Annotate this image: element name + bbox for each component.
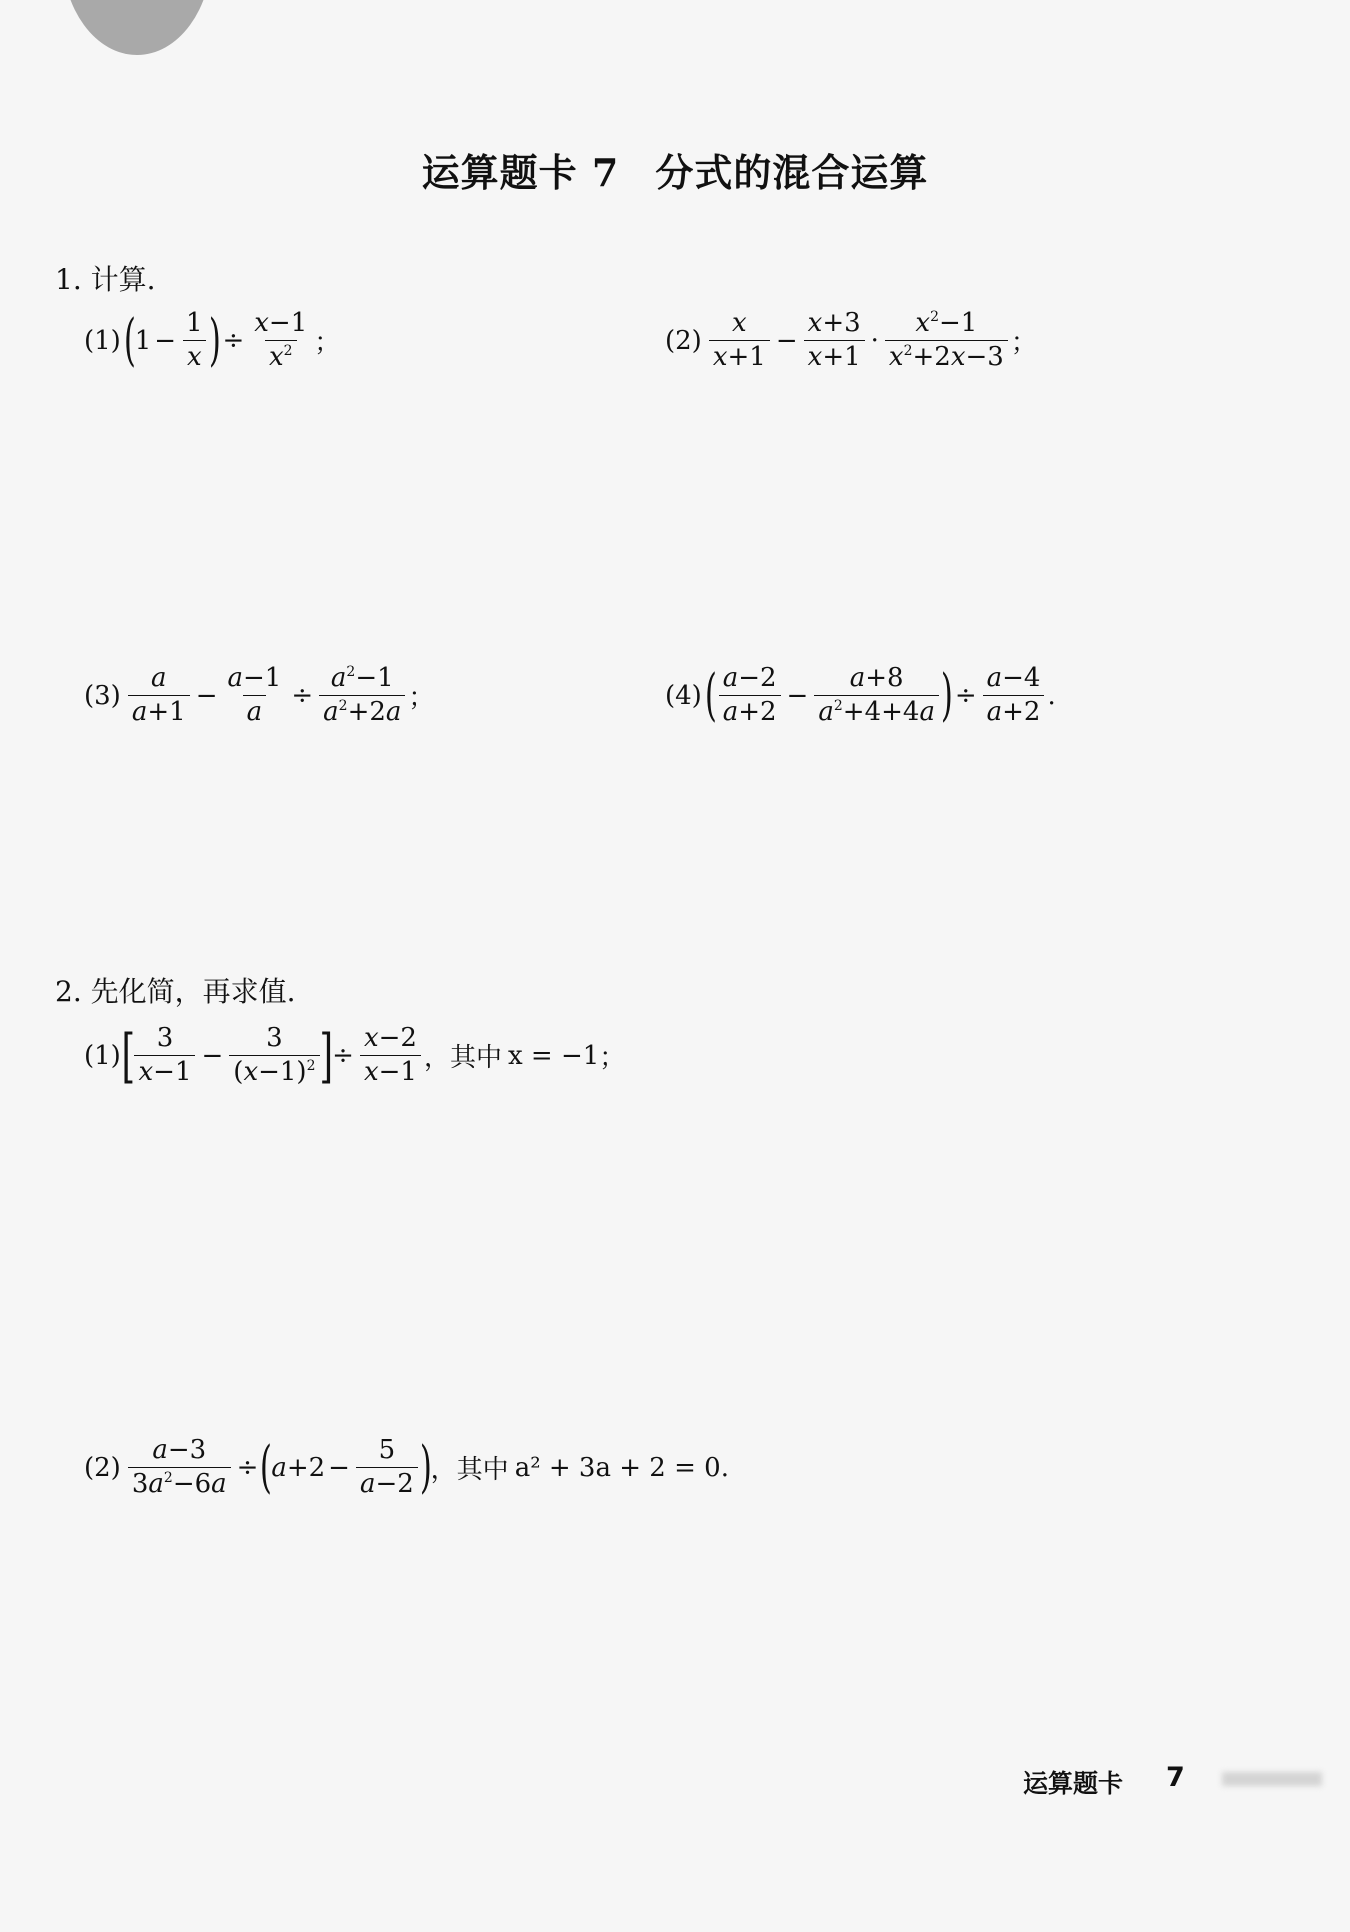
problem-2-2: (2) $\frac{a-3}{3a^2-6a}$ ÷ ( a +2 − $\frac{5}{a-2}$ ) ，其中 a² + 3a + 2 = 0 . — [84, 1434, 729, 1500]
fraction: $\frac{a-3}{3a^2-6a}$ — [128, 1437, 231, 1499]
problem-end: ； — [599, 1043, 626, 1074]
problem-end: ； — [314, 328, 341, 359]
problem-1-2: (2) $\frac{x}{x+1}$ − $\frac{x+3}{x+1}$ · $\frac{x^2-1}{x^2+2x-3}$ ； — [665, 308, 1037, 373]
fraction: $\frac{a}{a+1}$ — [128, 665, 190, 727]
problem-end: ； — [408, 683, 435, 714]
problem-end: ； — [1010, 328, 1037, 359]
fraction: $\frac{5}{a-2}$ — [356, 1437, 418, 1499]
question-2-heading: 2. 先化简，再求值. — [55, 975, 296, 1008]
fraction: $\frac{x}{x+1}$ — [709, 310, 770, 372]
fraction: $\frac{x^2-1}{x^2+2x-3}$ — [885, 310, 1008, 372]
fraction: $\frac{3}{(x-1)^2}$ — [229, 1025, 319, 1087]
problem-2-1: (1) [ $\frac{3}{x-1}$ − $\frac{3}{(x-1)^2}$ ] ÷ $\frac{x-2}{x-1}$ ，其中 x = −1 ； — [84, 1021, 626, 1090]
fraction: $\frac{a^2-1}{a^2+2a}$ — [319, 665, 405, 727]
fraction: $\frac{a+8}{a^2+4+4a}$ — [814, 665, 939, 727]
problem-number: (2) — [84, 1452, 121, 1483]
fraction: $\frac{a-2}{a+2}$ — [719, 665, 781, 727]
problem-1-3: (3) $\frac{a}{a+1}$ − $\frac{a-1}{a}$ ÷ $\frac{a^2-1}{a^2+2a}$ ； — [84, 663, 435, 728]
condition: x = −1 — [507, 1040, 600, 1071]
fraction: $\frac{a-1}{a}$ — [227, 663, 282, 728]
condition: a² + 3a + 2 = 0 — [514, 1452, 721, 1483]
fraction: $\frac{x-2}{x-1}$ — [360, 1025, 421, 1087]
scan-artifact — [1222, 1772, 1322, 1786]
page-title — [0, 142, 1350, 197]
page-corner-shadow — [62, 0, 212, 55]
title-left: 运算题卡 7 — [421, 150, 620, 195]
problem-number: (3) — [84, 680, 121, 711]
fraction: $\frac{3}{x-1}$ — [134, 1025, 195, 1087]
problem-number: (1) — [84, 325, 121, 356]
title-right: 分式的混合运算 — [655, 150, 929, 195]
problem-end: . — [720, 1452, 729, 1483]
fraction: $\frac{x+3}{x+1}$ — [804, 310, 865, 372]
fraction: $\frac{1}{x}$ — [182, 310, 207, 372]
footer-label: 运算题卡 — [1023, 1769, 1124, 1798]
problem-number: (1) — [84, 1040, 121, 1071]
condition-prefix: ，其中 — [430, 1455, 509, 1486]
fraction: $\frac{x-1}{x^2}$ — [254, 308, 308, 373]
fraction: $\frac{a-4}{a+2}$ — [983, 665, 1045, 727]
problem-number: (2) — [665, 325, 702, 356]
question-1-heading: 1. 计算. — [55, 263, 156, 296]
condition-prefix: ，其中 — [423, 1043, 502, 1074]
page-number: 7 — [1166, 1762, 1185, 1793]
problem-1-4: (4) ( $\frac{a-2}{a+2}$ − $\frac{a+8}{a^2+4+4a}$ ) ÷ $\frac{a-4}{a+2}$ . — [665, 662, 1056, 728]
problem-end: . — [1047, 680, 1056, 711]
problem-number: (4) — [665, 680, 702, 711]
problem-1-1: (1) ( 1 − $\frac{1}{x}$ ) ÷ $\frac{x-1}{x^2}$ ； — [84, 307, 341, 373]
